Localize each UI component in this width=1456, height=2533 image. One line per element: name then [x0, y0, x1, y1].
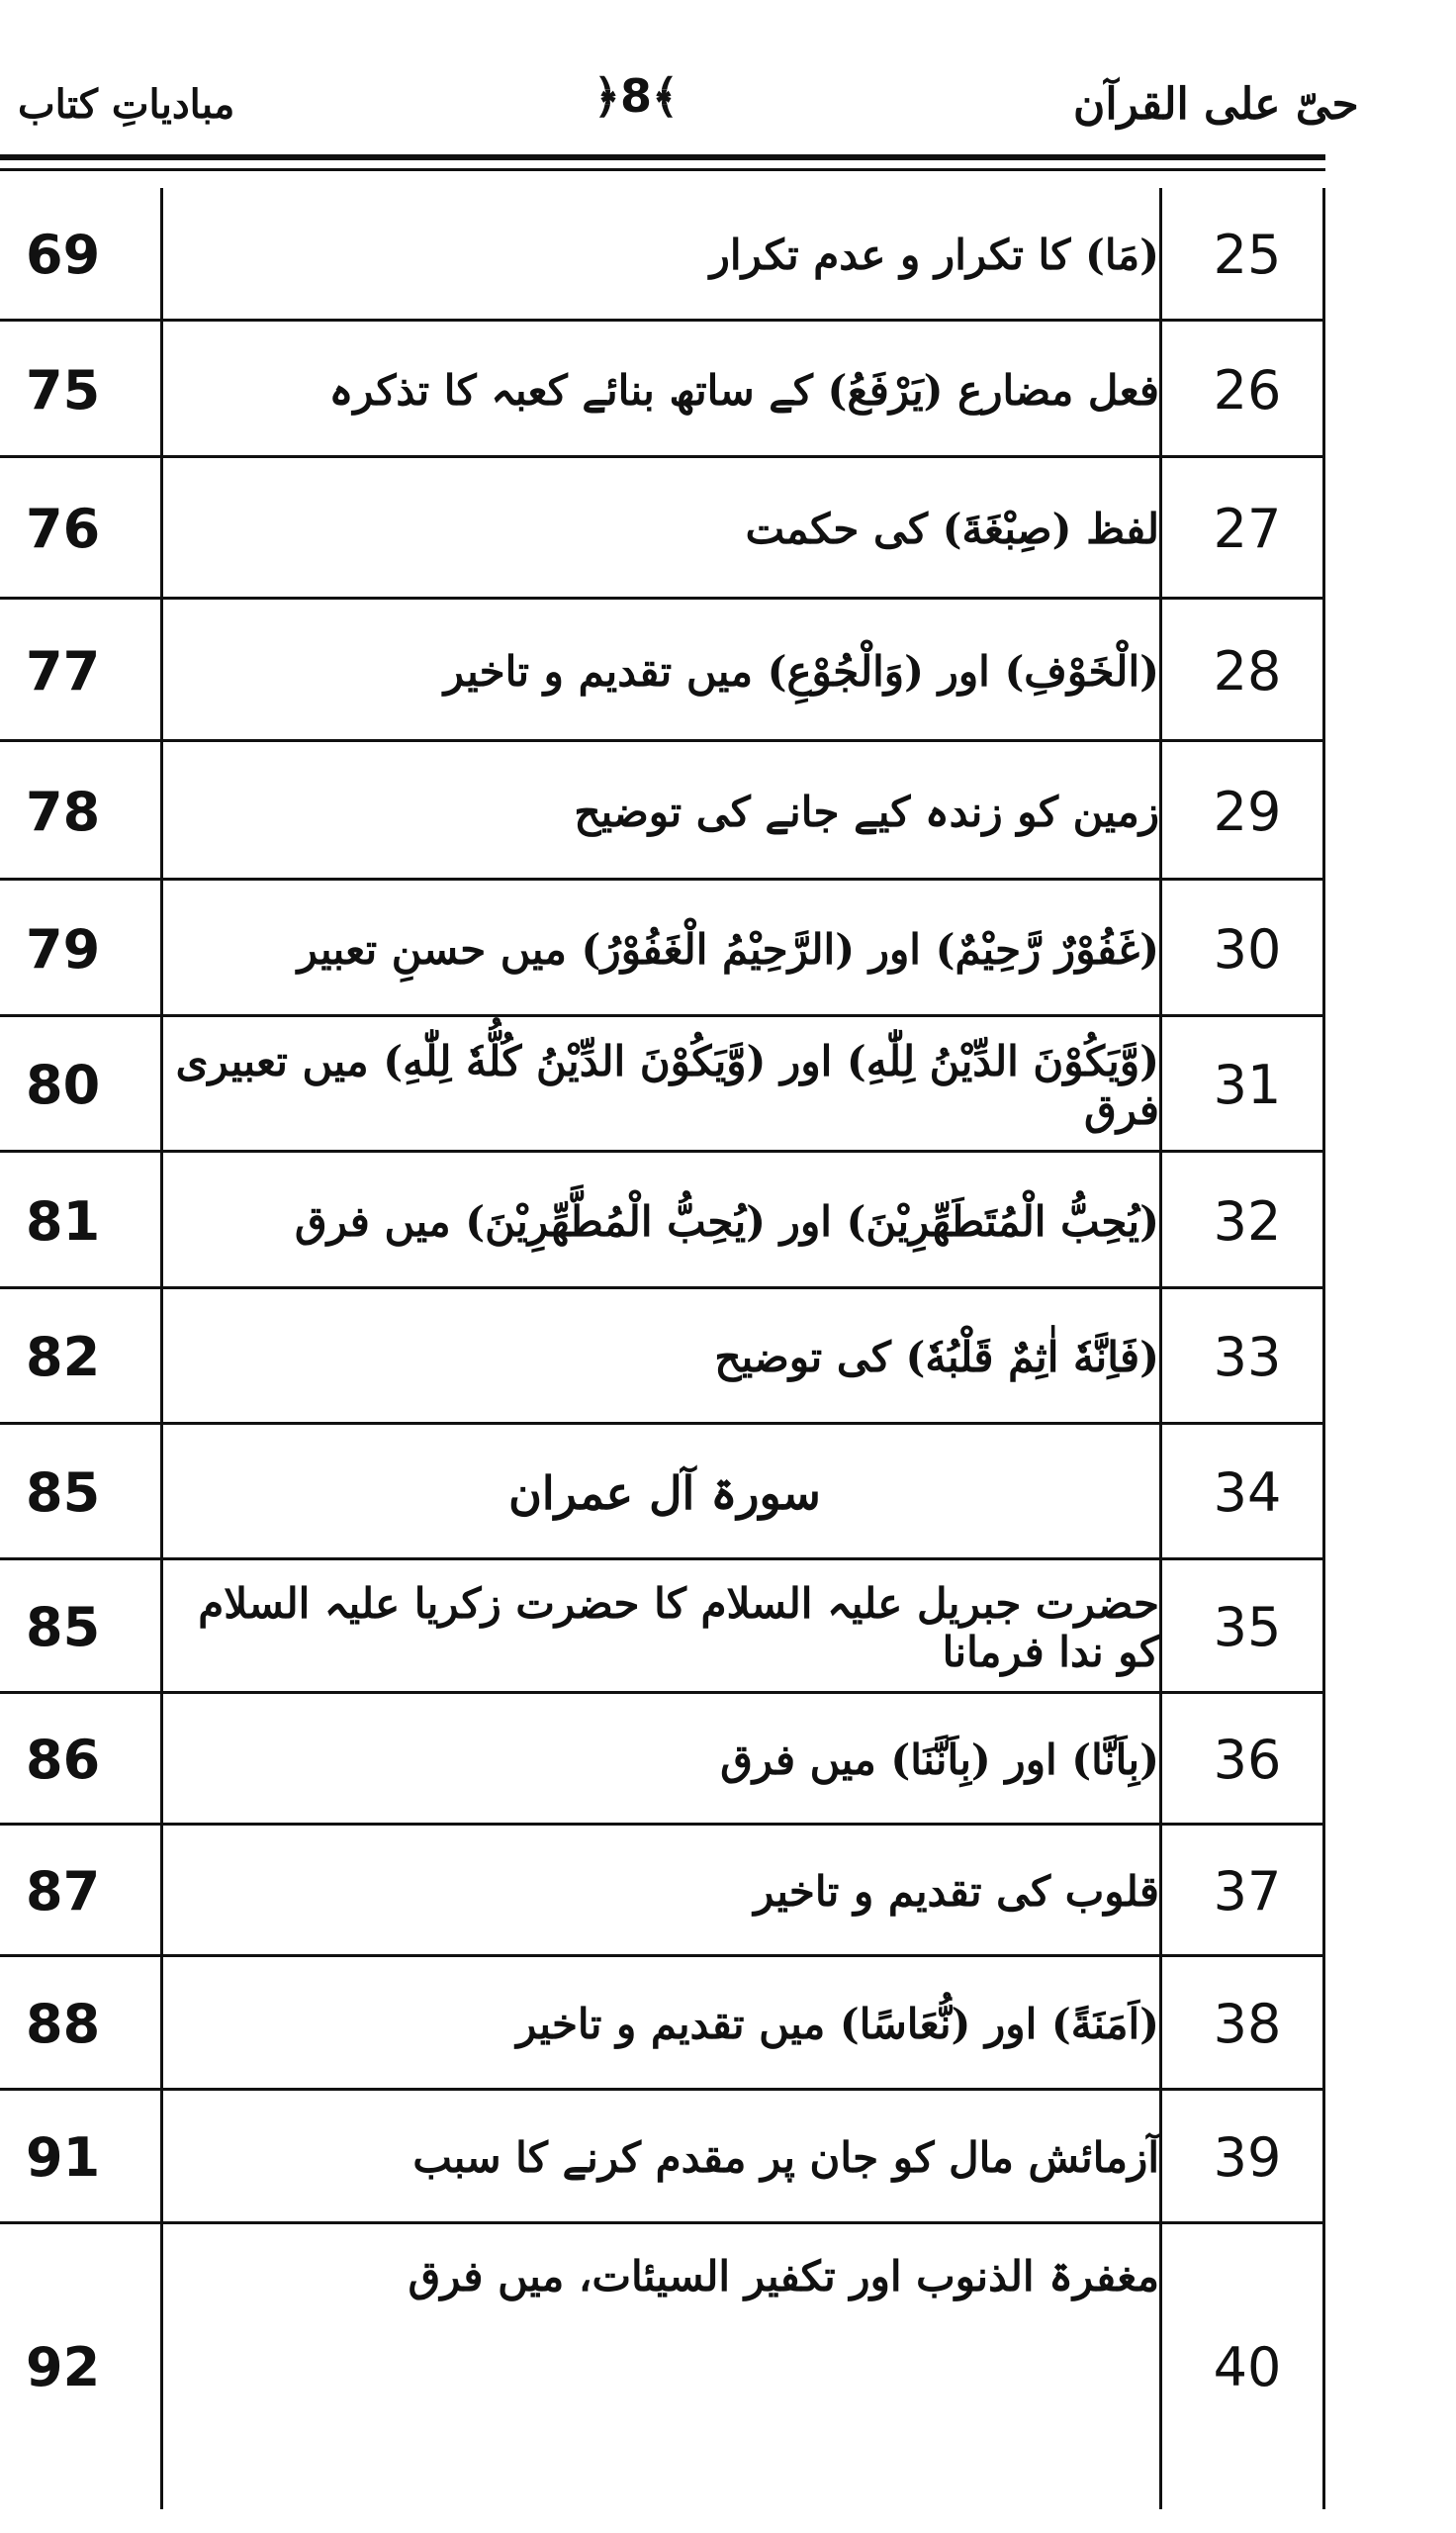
header-rule-thick — [0, 154, 1325, 160]
row-number: 33 — [1213, 1326, 1282, 1388]
row-title: حضرت جبریل علیہ السلام کا حضرت زکریا علیہ السلام کو ندا فرمانا — [198, 1578, 1159, 1676]
row-number: 37 — [1213, 1860, 1282, 1923]
table-row — [0, 1957, 1325, 2091]
row-number: 25 — [1213, 224, 1282, 286]
row-page: 77 — [26, 639, 101, 703]
row-number: 34 — [1213, 1461, 1282, 1524]
table-row — [0, 1826, 1325, 1957]
header-book-title: حیّ علی القرآن — [1073, 79, 1359, 130]
row-title: زمین کو زندہ کیے جانے کی توضیح — [574, 787, 1159, 836]
row-title: سورۃ آل عمران — [508, 1465, 821, 1520]
row-page: 91 — [26, 2126, 101, 2189]
row-title: لفظ (صِبْغَةَ) کی حکمت — [745, 505, 1159, 553]
row-title: قلوب کی تقدیم و تاخیر — [754, 1867, 1159, 1916]
row-page: 69 — [26, 224, 101, 286]
row-page: 75 — [26, 358, 101, 422]
header-rule-thin — [0, 168, 1325, 171]
row-page: 78 — [26, 780, 101, 843]
row-number: 38 — [1213, 1993, 1282, 2055]
row-number: 35 — [1213, 1596, 1282, 1658]
page-header — [0, 0, 1456, 158]
row-number: 39 — [1213, 2126, 1282, 2189]
row-page: 86 — [26, 1729, 101, 1791]
table-row — [0, 1153, 1325, 1289]
table-row — [0, 2224, 1325, 2509]
row-page: 81 — [26, 1189, 101, 1253]
row-page: 76 — [26, 498, 101, 560]
table-row — [0, 1694, 1325, 1826]
row-number: 30 — [1213, 917, 1282, 981]
row-page: 87 — [26, 1860, 101, 1923]
page-number: ﴿8﴾ — [593, 69, 679, 123]
row-number: 27 — [1213, 498, 1282, 560]
row-number: 31 — [1213, 1054, 1282, 1116]
row-page: 82 — [26, 1326, 101, 1388]
table-row — [0, 742, 1325, 881]
row-title: آزمائش مال کو جان پر مقدم کرنے کا سبب — [412, 2133, 1159, 2182]
row-page: 79 — [26, 917, 101, 981]
row-title: مغفرۃ الذنوب اور تکفیر السیئات، میں فرق — [408, 2252, 1159, 2300]
row-number: 40 — [1213, 2335, 1282, 2398]
row-page: 85 — [26, 1596, 101, 1658]
row-number: 29 — [1213, 780, 1282, 843]
table-row — [0, 1560, 1325, 1694]
row-title: (وَّيَكُوْنَ الدِّيْنُ لِلّٰهِ) اور (وَّيَكُوْنَ الدِّيْنُ كُلُّهٗ لِلّٰهِ) میں تعبیری فرق — [175, 1036, 1159, 1134]
row-number: 26 — [1213, 358, 1282, 422]
row-title: (بِاَنَّا) اور (بِاَنَّنَا) میں فرق — [720, 1736, 1159, 1784]
row-page: 88 — [26, 1993, 101, 2055]
row-title: (يُحِبُّ الْمُتَطَهِّرِيْنَ) اور (يُحِبُّ الْمُطَّهِّرِيْنَ) میں فرق — [295, 1196, 1159, 1246]
table-row — [0, 322, 1325, 458]
table-row-surah-heading — [0, 1425, 1325, 1560]
row-page: 85 — [26, 1461, 101, 1524]
table-row — [0, 2091, 1325, 2224]
table-row — [0, 1289, 1325, 1425]
row-page: 92 — [26, 2335, 101, 2398]
header-book-section: مبادیاتِ کتاب — [18, 81, 235, 128]
contents-table — [0, 188, 1325, 2509]
row-page: 80 — [26, 1054, 101, 1116]
row-title: (غَفُوْرٌ رَّحِيْمٌ) اور (الرَّحِيْمُ الْغَفُوْرُ) میں حسنِ تعبیر — [297, 924, 1159, 974]
row-title: (مَا) کا تکرار و عدم تکرار — [709, 231, 1159, 279]
row-title: (اَمَنَةً) اور (نُّعَاسًا) میں تقدیم و تاخیر — [516, 2000, 1159, 2048]
row-title: فعل مضارع (یَرْفَعُ) کے ساتھ بنائے کعبہ کا تذکرہ — [328, 365, 1159, 415]
row-title: (الْخَوْفِ) اور (وَالْجُوْعِ) میں تقدیم و تاخیر — [443, 646, 1159, 696]
table-row — [0, 458, 1325, 600]
row-number: 32 — [1213, 1189, 1282, 1253]
table-row — [0, 881, 1325, 1017]
table-row — [0, 1017, 1325, 1153]
row-number: 36 — [1213, 1729, 1282, 1791]
table-row — [0, 188, 1325, 322]
row-number: 28 — [1213, 639, 1282, 703]
row-title: (فَاِنَّهٗ اٰثِمٌ قَلْبُهٗ) کی توضیح — [714, 1333, 1159, 1381]
table-row — [0, 600, 1325, 742]
